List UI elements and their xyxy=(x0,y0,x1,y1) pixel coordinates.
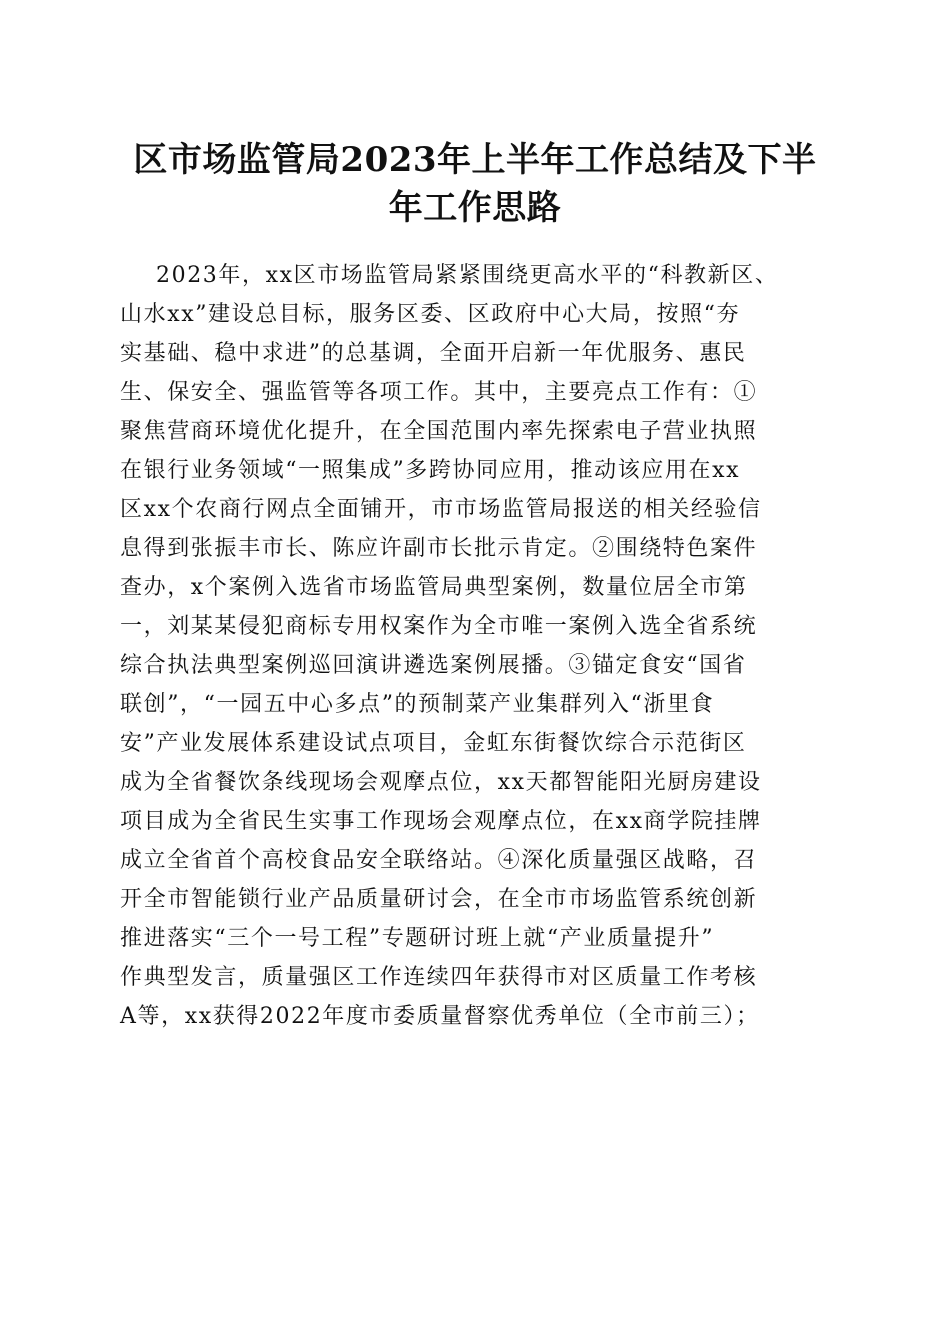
title-line: 年工作思路 xyxy=(388,188,562,228)
body-paragraph xyxy=(120,256,840,1036)
title-line: 区市场监管局2023年上半年工作总结及下半 xyxy=(133,140,817,180)
paragraph-line: 开全市智能锁行业产品质量研讨会，在全市市场监管系统创新 xyxy=(120,887,758,912)
paragraph-line: 一，刘某某侵犯商标专用权案作为全市唯一案例入选全省系统 xyxy=(120,614,758,639)
document-title xyxy=(120,136,830,232)
paragraph-line: 息得到张振丰市长、陈应许副市长批示肯定。②围绕特色案件 xyxy=(120,536,758,561)
paragraph-line: 作典型发言，质量强区工作连续四年获得市对区质量工作考核 xyxy=(120,965,758,990)
paragraph-line: A等，xx获得2022年度市委质量督察优秀单位（全市前三）； xyxy=(120,1004,760,1029)
paragraph-line: 项目成为全省民生实事工作现场会观摩点位，在xx商学院挂牌 xyxy=(120,809,762,834)
paragraph-line: 区xx个农商行网点全面铺开，市市场监管局报送的相关经验信 xyxy=(120,497,762,522)
paragraph-line: 推进落实“三个一号工程”专题研讨班上就“产业质量提升” xyxy=(120,926,715,951)
paragraph-line: 聚焦营商环境优化提升，在全国范围内率先探索电子营业执照 xyxy=(120,419,758,444)
paragraph-line: 联创”，“一园五中心多点”的预制菜产业集群列入“浙里食 xyxy=(120,692,715,717)
paragraph-line: 2023年，xx区市场监管局紧紧围绕更高水平的“科教新区、 xyxy=(156,263,779,288)
paragraph-line: 综合执法典型案例巡回演讲遴选案例展播。③锚定食安“国省 xyxy=(120,653,747,678)
paragraph-line: 山水xx”建设总目标，服务区委、区政府中心大局，按照“夯 xyxy=(120,302,741,327)
paragraph-line: 生、保安全、强监管等各项工作。其中，主要亮点工作有：① xyxy=(120,380,758,405)
paragraph-line: 查办，x个案例入选省市场监管局典型案例，数量位居全市第 xyxy=(120,575,748,600)
paragraph-line: 成为全省餐饮条线现场会观摩点位，xx天都智能阳光厨房建设 xyxy=(120,770,762,795)
paragraph-line: 实基础、稳中求进”的总基调，全面开启新一年优服务、惠民 xyxy=(120,341,747,366)
paragraph-line: 成立全省首个高校食品安全联络站。④深化质量强区战略，召 xyxy=(120,848,758,873)
paragraph-line: 安”产业发展体系建设试点项目，金虹东街餐饮综合示范街区 xyxy=(120,731,747,756)
paragraph-line: 在银行业务领域“一照集成”多跨协同应用，推动该应用在xx xyxy=(120,458,741,483)
